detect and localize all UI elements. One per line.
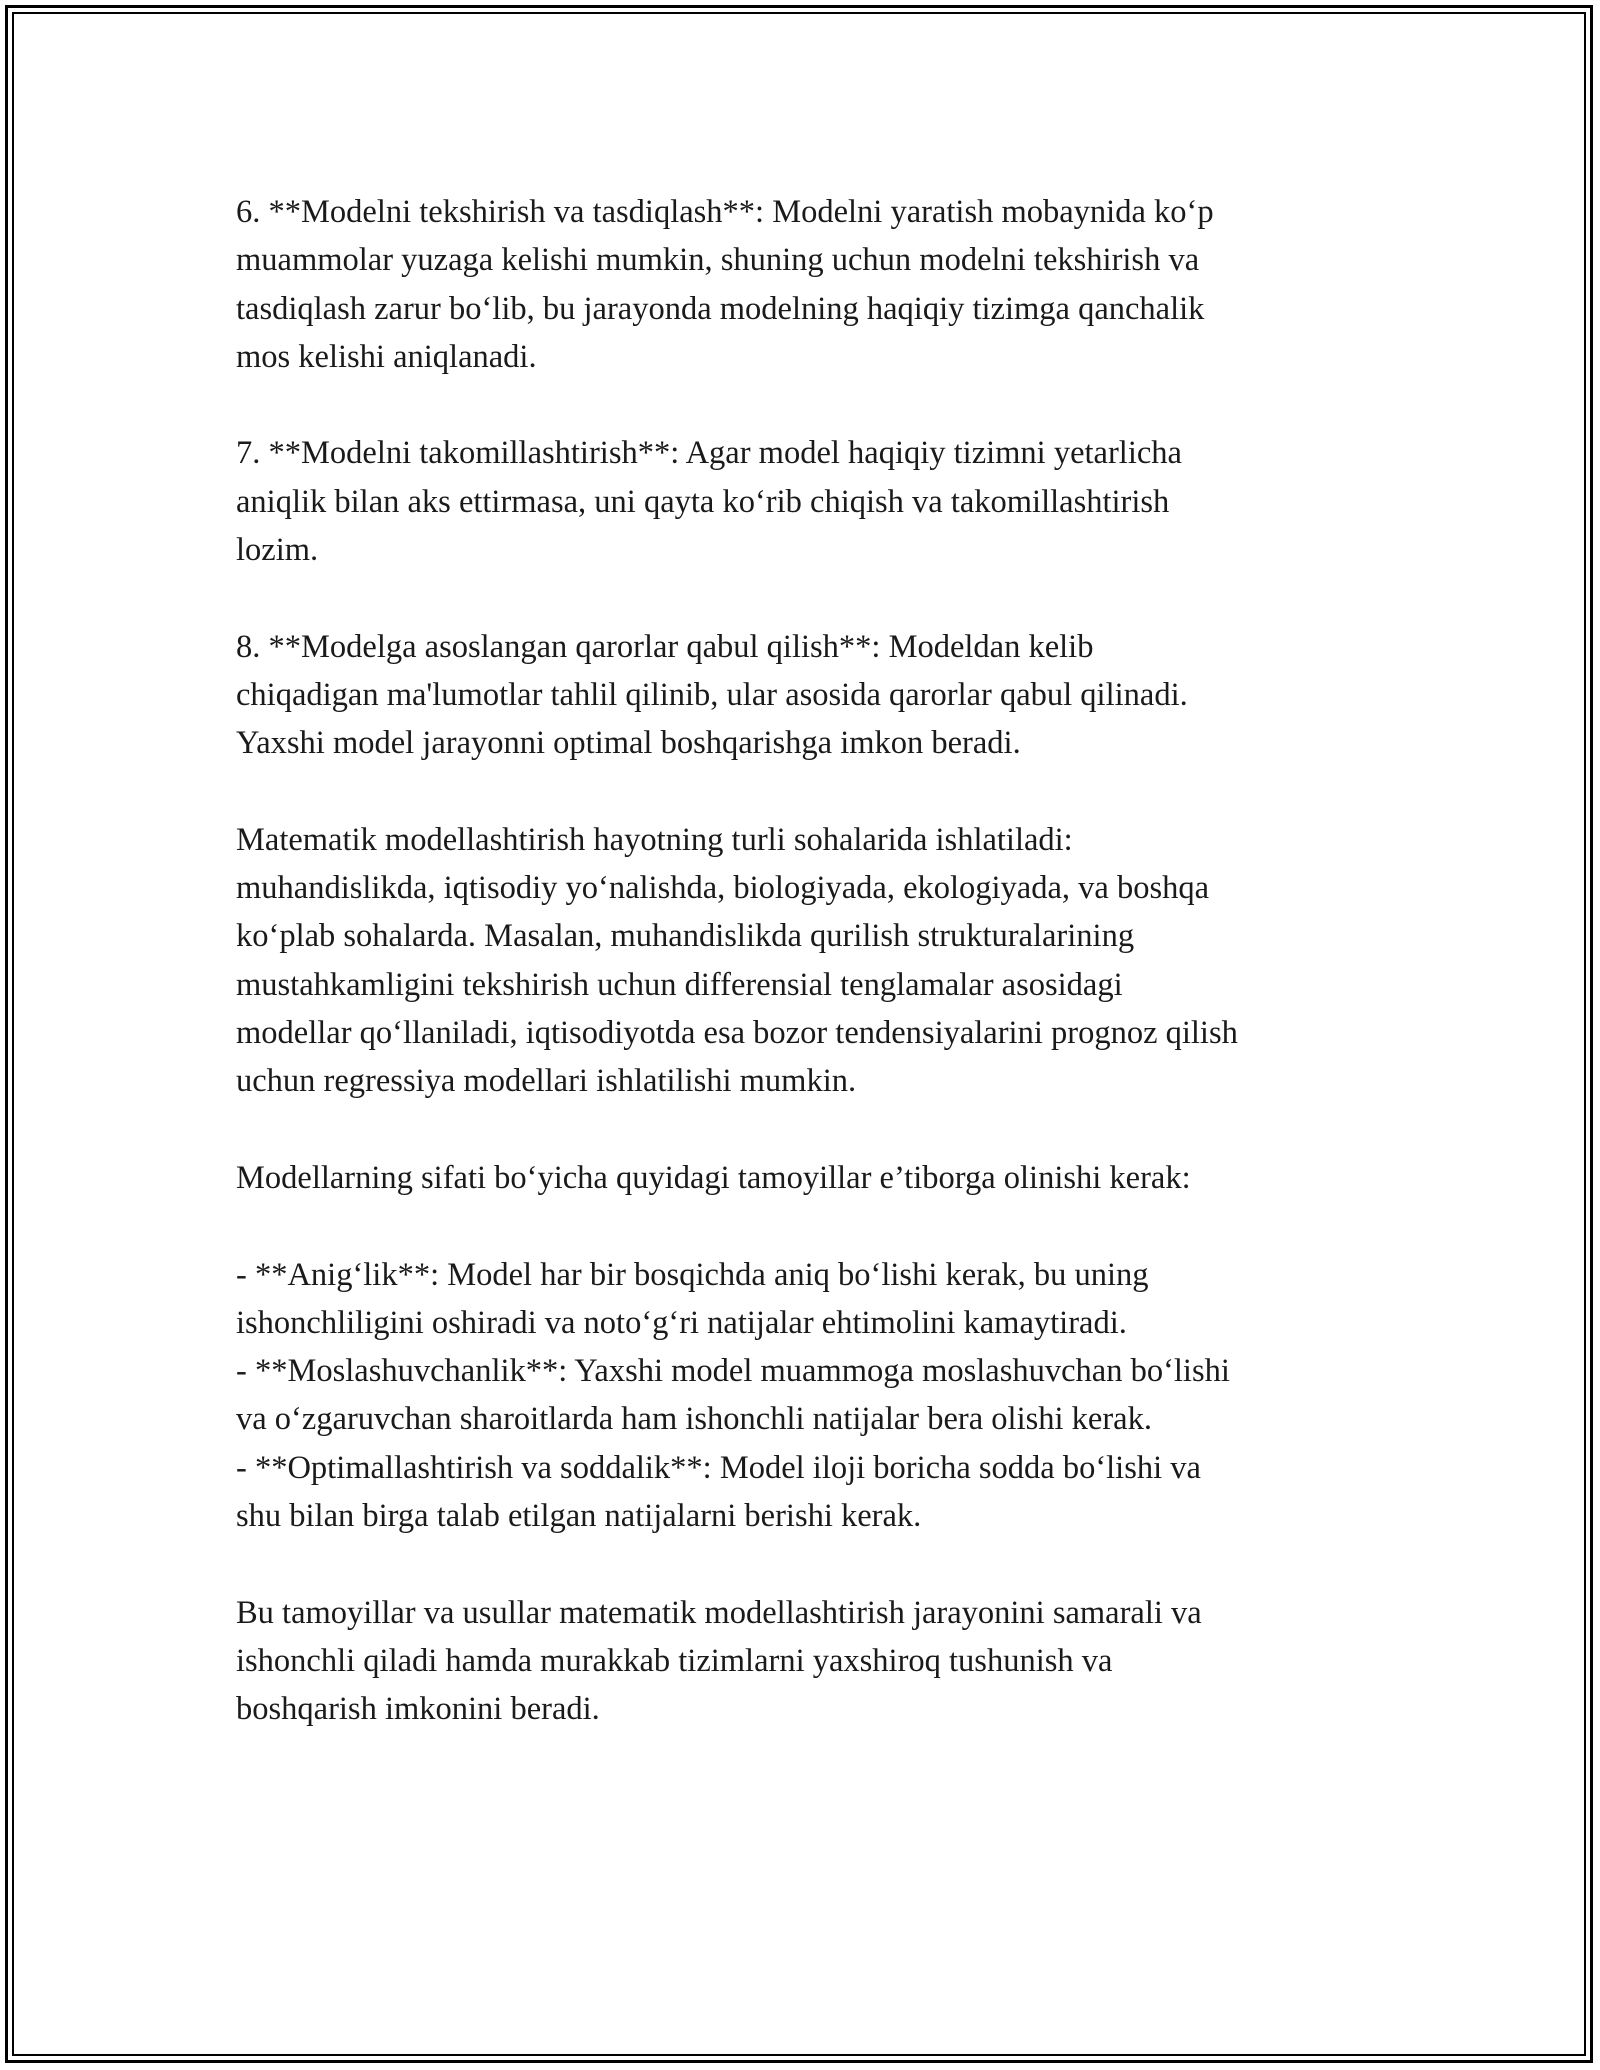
paragraph-quality-principles-list: - **Anig‘lik**: Model har bir bosqichda aniq bo‘lishi kerak, bu uning ishonchliligini oshiradi va noto‘g‘ri natijalar ehtimolini kamaytiradi. - **Moslashuvchanlik**: Yaxshi model muammoga moslashuvchan bo‘lishi va o‘zgaruvchan sharoitlarda ham ishonchli natijalar bera olishi kerak. - **Optimallashtirish va soddalik**: Model iloji boricha sodda bo‘lishi va shu bilan birga talab etilgan natijalarni berishi kerak. bbox=[236, 1256, 1230, 1535]
paragraph-model-decisions: 8. **Modelga asoslangan qarorlar qabul qilish**: Modeldan kelib chiqadigan ma'lumotlar tahlil qilinib, ular asosida qarorlar qabul qilinadi. Yaxshi model jarayonni optimal boshqarishga imkon beradi. bbox=[236, 628, 1188, 762]
paragraph-conclusion: Bu tamoyillar va usullar matematik modellashtirish jarayonini samarali va ishonchli qiladi hamda murakkab tizimlarni yaxshiroq tushunish va boshqarish imkonini beradi. bbox=[236, 1594, 1202, 1728]
paragraph-model-improvement: 7. **Modelni takomillashtirish**: Agar model haqiqiy tizimni yetarlicha aniqlik bilan aks ettirmasa, uni qayta ko‘rib chiqish va takomillashtirish lozim. bbox=[236, 435, 1182, 569]
paragraph-applications: Matematik modellashtirish hayotning turli sohalarida ishlatiladi: muhandislikda, iqtisodiy yo‘nalishda, biologiyada, ekologiyada, va boshqa ko‘plab sohalarda. Masalan, muhandislikda qurilish strukturalarining mustahkamligini tekshirish uchun differensial tenglamalar asosidagi modellar qo‘llaniladi, iqtisodiyotda esa bozor tendensiyalarini prognoz qilish uchun regressiya modellari ishlatilishi mumkin. bbox=[236, 821, 1238, 1100]
paragraph-model-verification: 6. **Modelni tekshirish va tasdiqlash**: Modelni yaratish mobaynida ko‘p muammolar yuzaga kelishi mumkin, shuning uchun modelni tekshirish va tasdiqlash zarur bo‘lib, bu jarayonda modelning haqiqiy tizimga qanchalik mos kelishi aniqlanadi. bbox=[236, 194, 1214, 375]
paragraph-quality-intro: Modellarning sifati bo‘yicha quyidagi tamoyillar e’tiborga olinishi kerak: bbox=[236, 1159, 1191, 1196]
document-body bbox=[236, 188, 1386, 1734]
